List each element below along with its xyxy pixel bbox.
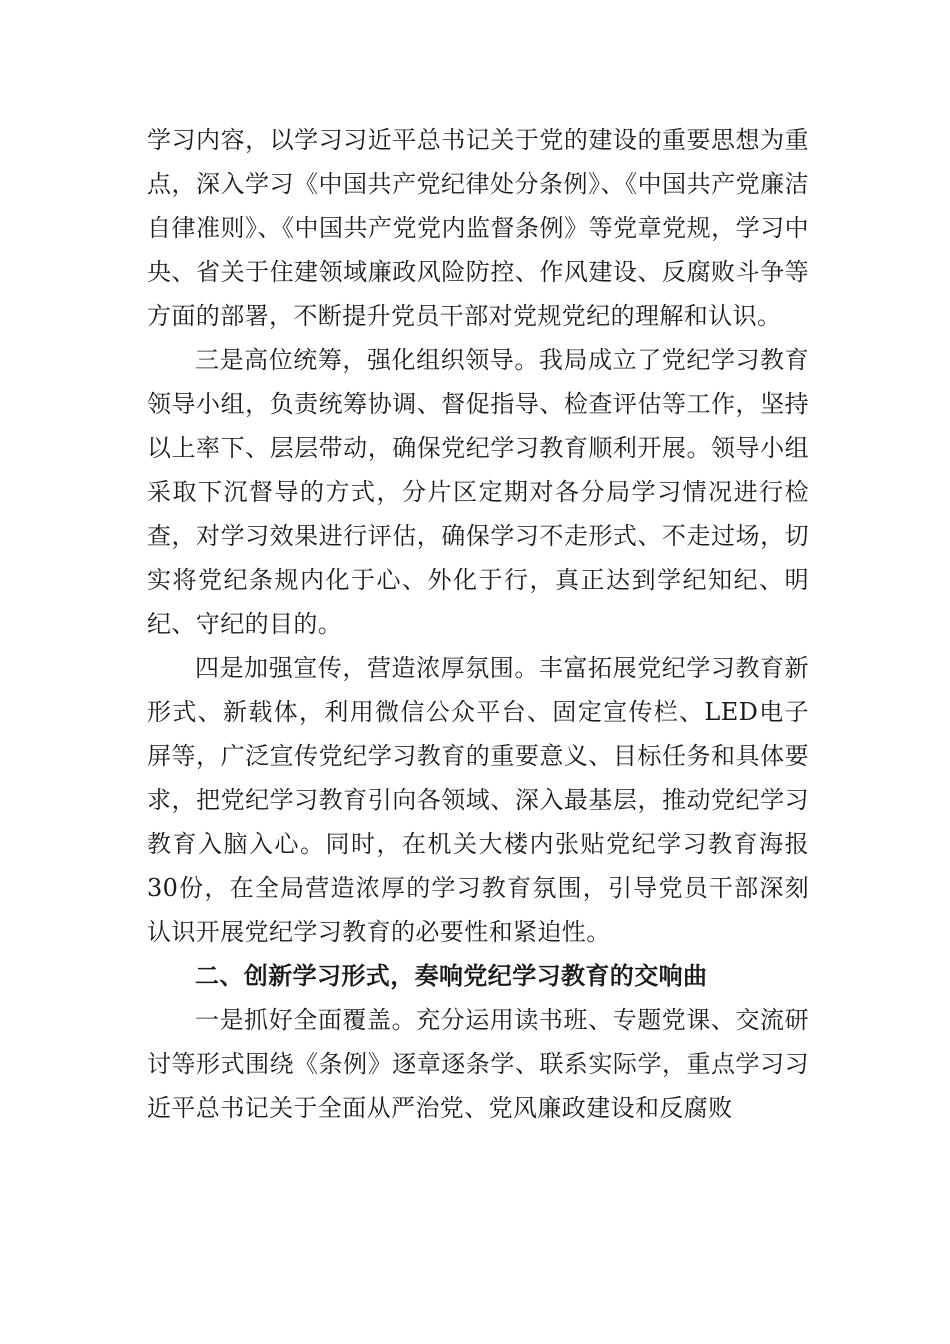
paragraph-point-three: 三是高位统筹，强化组织领导。我局成立了党纪学习教育领导小组，负责统筹协调、督促指导、检查评估等工作，坚持以上率下、层层带动，确保党纪学习教育顺利开展。领导小组采取下沉督导的方式，分片区定期对各分局学习情况进行检查，对学习效果进行评估，确保学习不走形式、不走过场，切实将党纪条规内化于心、外化于行，真正达到学纪知纪、明纪、守纪的目的。 <box>147 346 809 638</box>
document-body <box>147 118 809 1130</box>
paragraph-continuation: 学习内容，以学习习近平总书记关于党的建设的重要思想为重点，深入学习《中国共产党纪律处分条例》、《中国共产党廉洁自律准则》、《中国共产党党内监督条例》等党章党规，学习中央、省关于住建领域廉政风险防控、作风建设、反腐败斗争等方面的部署，不断提升党员干部对党规党纪的理解和认识。 <box>147 126 809 330</box>
section-heading: 二、创新学习形式，奏响党纪学习教育的交响曲 <box>195 962 708 990</box>
paragraph-point-one: 一是抓好全面覆盖。充分运用读书班、专题党课、交流研讨等形式围绕《条例》逐章逐条学、联系实际学，重点学习习近平总书记关于全面从严治党、党风廉政建设和反腐败 <box>147 1006 809 1122</box>
paragraph-point-four: 四是加强宣传，营造浓厚氛围。丰富拓展党纪学习教育新形式、新载体，利用微信公众平台、固定宣传栏、LED电子屏等，广泛宣传党纪学习教育的重要意义、目标任务和具体要求，把党纪学习教育引向各领域、深入最基层，推动党纪学习教育入脑入心。同时，在机关大楼内张贴党纪学习教育海报30份，在全局营造浓厚的学习教育氛围，引导党员干部深刻认识开展党纪学习教育的必要性和紧迫性。 <box>147 654 809 946</box>
